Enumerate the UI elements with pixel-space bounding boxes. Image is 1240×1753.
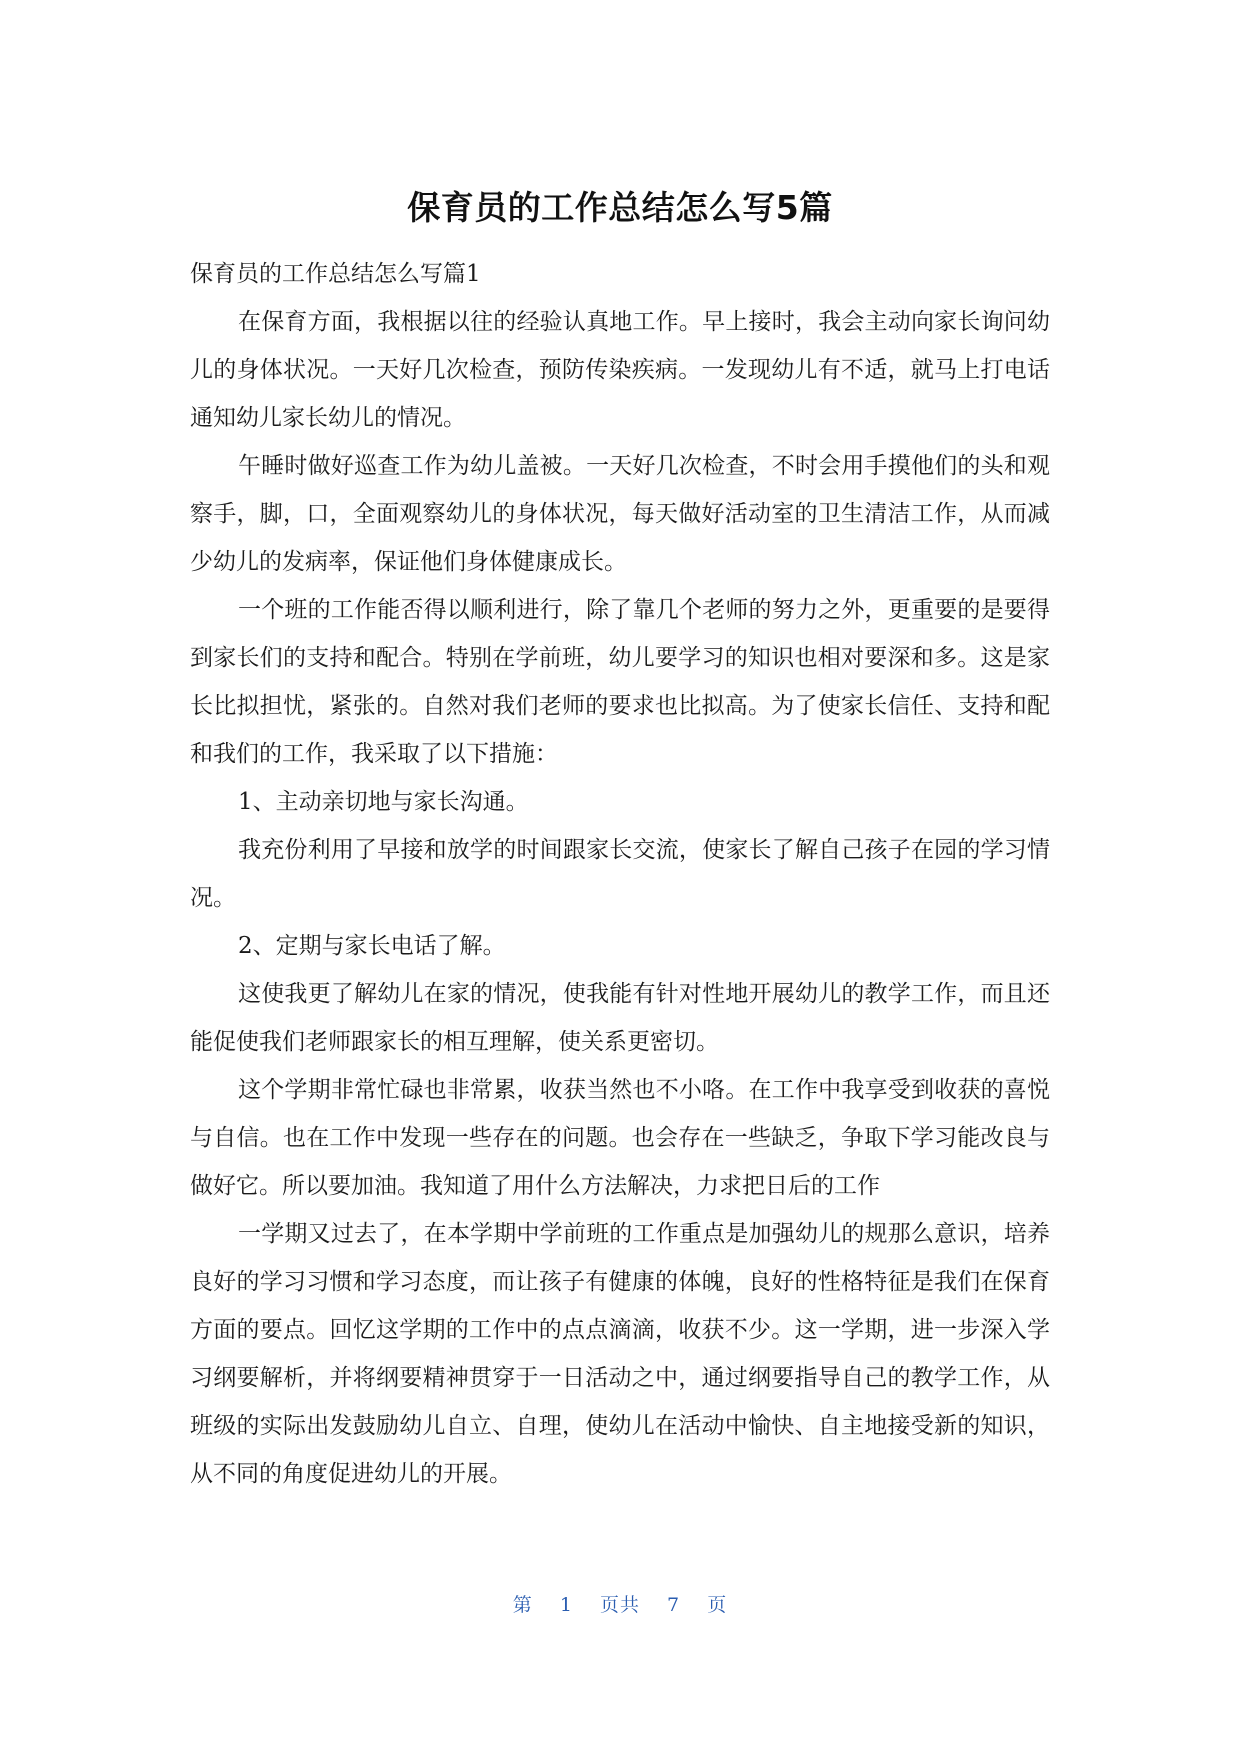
paragraph: 这使我更了解幼儿在家的情况，使我能有针对性地开展幼儿的教学工作，而且还能促使我们老师跟家长的相互理解，使关系更密切。 [190,981,1050,1055]
total-pages: 7 [667,1594,681,1616]
document-title: 保育员的工作总结怎么写5篇 [407,188,833,227]
page-number: 1 [559,1594,573,1616]
paragraph: 午睡时做好巡查工作为幼儿盖被。一天好几次检查，不时会用手摸他们的头和观察手，脚，口，全面观察幼儿的身体状况，每天做好活动室的卫生清洁工作，从而减少幼儿的发病率，保证他们身体健康成长。 [190,453,1050,575]
paragraph: 这个学期非常忙碌也非常累，收获当然也不小咯。在工作中我享受到收获的喜悦与自信。也在工作中发现一些存在的问题。也会存在一些缺乏，争取下学习能改良与做好它。所以要加油。我知道了用什么方法解决，力求把日后的工作 [190,1077,1050,1199]
page-prefix: 第 [512,1594,533,1616]
paragraph: 一学期又过去了，在本学期中学前班的工作重点是加强幼儿的规那么意识，培养良好的学习习惯和学习态度，而让孩子有健康的体魄，良好的性格特征是我们在保育方面的要点。回忆这学期的工作中的点点滴滴，收获不少。这一学期，进一步深入学习纲要解析，并将纲要精神贯穿于一日活动之中，通过纲要指导自己的教学工作，从班级的实际出发鼓励幼儿自立、自理，使幼儿在活动中愉快、自主地接受新的知识，从不同的角度促进幼儿的开展。 [190,1221,1050,1487]
list-item: 2、定期与家长电话了解。 [238,933,506,959]
section-heading: 保育员的工作总结怎么写篇1 [190,261,481,287]
page-footer [0,1590,1240,1620]
document-body [190,250,1050,1498]
paragraph: 一个班的工作能否得以顺利进行，除了靠几个老师的努力之外，更重要的是要得到家长们的支持和配合。特别在学前班，幼儿要学习的知识也相对要深和多。这是家长比拟担忧，紧张的。自然对我们老师的要求也比拟高。为了使家长信任、支持和配和我们的工作，我采取了以下措施： [190,597,1050,767]
paragraph: 我充份利用了早接和放学的时间跟家长交流，使家长了解自己孩子在园的学习情况。 [190,837,1050,911]
list-item: 1、主动亲切地与家长沟通。 [238,789,529,815]
page-middle: 页共 [599,1594,640,1616]
paragraph: 在保育方面，我根据以往的经验认真地工作。早上接时，我会主动向家长询问幼儿的身体状况。一天好几次检查，预防传染疾病。一发现幼儿有不适，就马上打电话通知幼儿家长幼儿的情况。 [190,309,1050,431]
page-suffix: 页 [707,1594,728,1616]
